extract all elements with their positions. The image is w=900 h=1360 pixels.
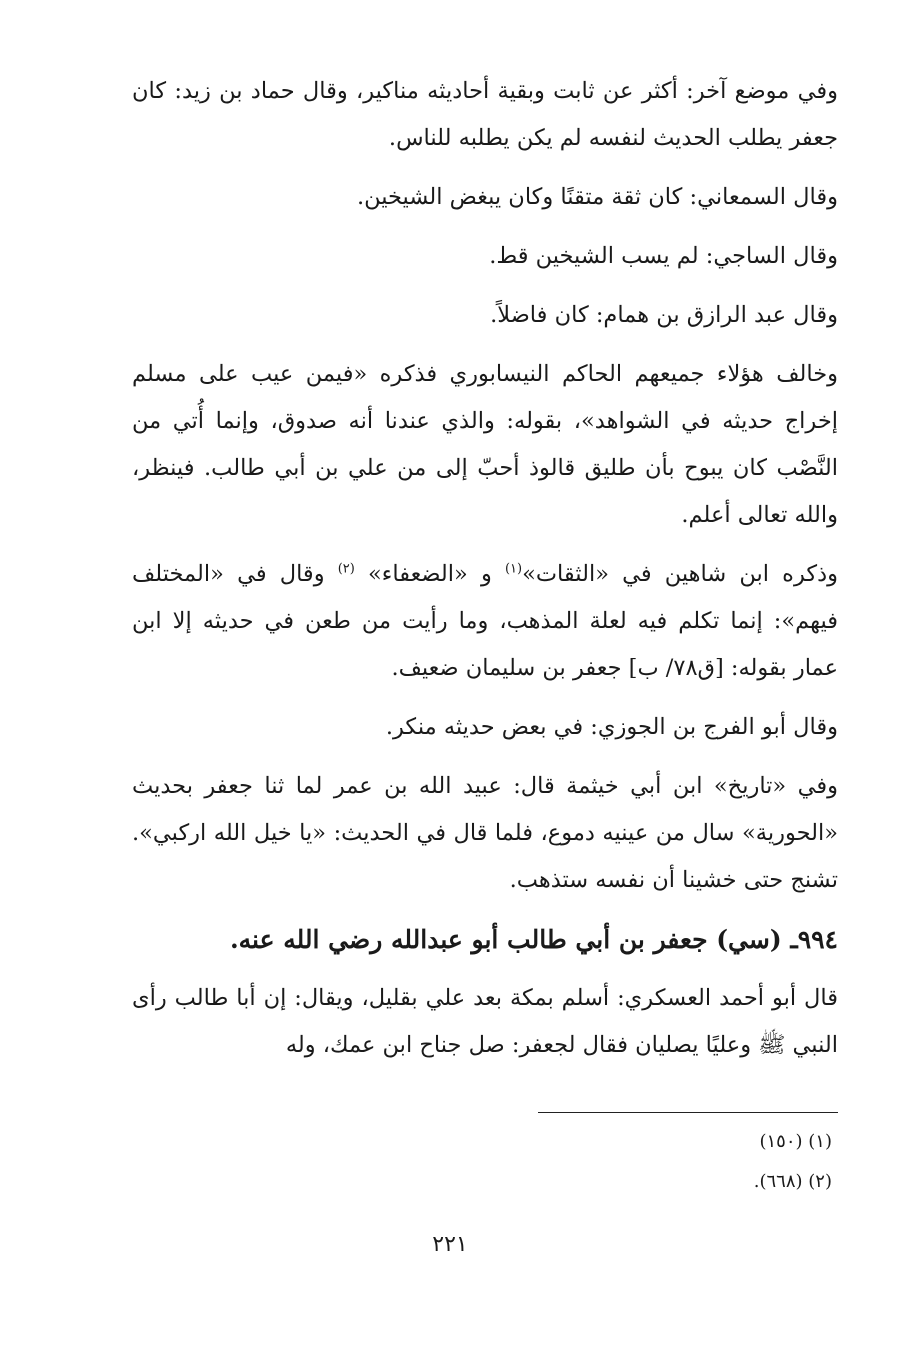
footnote-1: (١) (١٥٠) xyxy=(759,1131,832,1152)
paragraph-abdulrazzaq: وقال عبد الرازق بن همام: كان فاضلاً. xyxy=(490,302,838,328)
paragraph-hammad: وفي موضع آخر: أكثر عن ثابت وبقية أحاديثه مناكير، وقال حماد بن زيد: كان جعفر يطلب الحديث لنفسه لم يكن يطلبه للناس. xyxy=(132,78,838,151)
footnotes xyxy=(432,1122,832,1202)
page-number: ٢٢١ xyxy=(432,1232,468,1257)
paragraph-ibn-shahin xyxy=(132,551,838,692)
ibn-shahin-text-1: وذكره ابن شاهين في «الثقات» xyxy=(522,561,838,587)
main-text-block xyxy=(132,68,838,1081)
footnote-ref-2[interactable]: (٢) xyxy=(337,561,355,577)
paragraph-ibn-jawzi: وقال أبو الفرج بن الجوزي: في بعض حديثه منكر. xyxy=(385,714,838,740)
footnote-ref-1[interactable]: (١) xyxy=(504,561,523,577)
paragraph-askari: قال أبو أحمد العسكري: أسلم بمكة بعد علي بقليل، ويقال: إن أبا طالب رأى النبي ﷺ وعليًا يصليان فقال لجعفر: صل جناح ابن عمك، وله xyxy=(132,985,838,1058)
paragraph-hakim: وخالف هؤلاء جميعهم الحاكم النيسابوري فذكره «فيمن عيب على مسلم إخراج حديثه في الشواهد»، بقوله: والذي عندنا أنه صدوق، وإنما أُتي من النَّصْب كان يبوح بأن طليق قالوذ أحبّ إلى من علي بن أبي طالب. فينظر، والله تعالى أعلم. xyxy=(132,361,838,528)
paragraph-samaani: وقال السمعاني: كان ثقة متقنًا وكان يبغض الشيخين. xyxy=(356,184,838,210)
footnote-2: (٢) (٦٦٨). xyxy=(753,1171,832,1192)
ibn-shahin-text-2: و «الضعفاء» xyxy=(354,561,505,587)
paragraph-ibn-abi-khaythama: وفي «تاريخ» ابن أبي خيثمة قال: عبيد الله بن عمر لما ثنا جعفر بحديث «الحورية» سال من عينيه دموع، فلما قال في الحديث: «يا خيل الله اركبي». تشنج حتى خشينا أن نفسه ستذهب. xyxy=(132,773,838,893)
footnote-divider xyxy=(538,1112,838,1113)
entry-heading: ٩٩٤ـ (سي) جعفر بن أبي طالب أبو عبدالله رضي الله عنه. xyxy=(229,925,838,954)
ibn-shahin-text-3: وقال في «المختلف فيهم»: إنما تكلم فيه لعلة المذهب، وما رأيت من طعن في حديثه إلا ابن عمار بقوله: [ق٧٨/ ب] جعفر بن سليمان ضعيف. xyxy=(132,561,838,681)
paragraph-saji: وقال الساجي: لم يسب الشيخين قط. xyxy=(489,243,838,269)
